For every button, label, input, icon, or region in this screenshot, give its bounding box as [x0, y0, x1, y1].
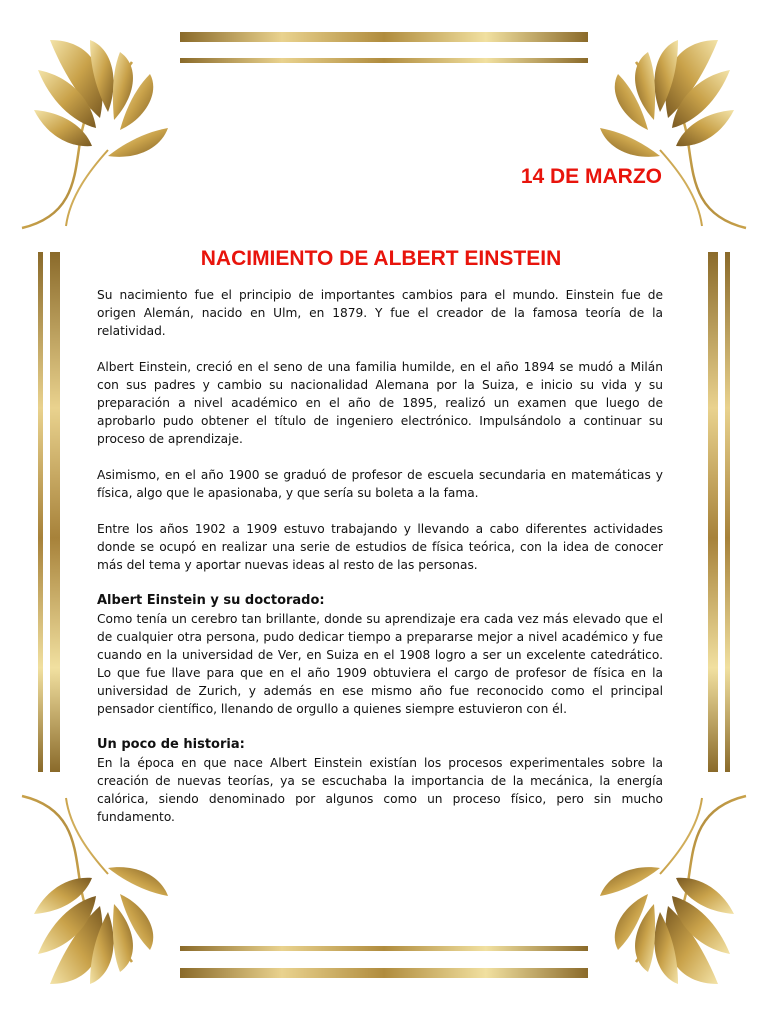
- paragraph: Su nacimiento fue el principio de importantes cambios para el mundo. Einstein fue de origen Alemán, nacido en Ulm, en 1879. Y fue el creador de la famosa teoría de la relatividad.: [97, 288, 663, 338]
- page-title: NACIMIENTO DE ALBERT EINSTEIN: [200, 247, 562, 270]
- paragraph: Entre los años 1902 a 1909 estuvo trabajando y llevando a cabo diferentes actividades donde se ocupó en realizar una serie de estudios de física teórica, con la idea de conocer más del tema y aportar nuevas ideas al resto de las personas.: [97, 522, 663, 572]
- section-text: Como tenía un cerebro tan brillante, donde su aprendizaje era cada vez más elevado que el de cualquier otra persona, pudo dedicar tiempo a prepararse mejor a nivel académico y fue cuando en la universidad de Ver, en Suiza en el 1908 logro a ser un excelente catedrático. Lo que fue llave para que en el año 1909 obtuviera el cargo de profesor de física en la universidad de Zurich, y además en ese mismo año fue reconocido como el principal pensador científico, llenando de orgullo a quienes siempre estuvieron con él.: [97, 612, 663, 716]
- section-historia: [97, 736, 663, 826]
- document-body: [97, 286, 663, 844]
- section-doctorado: [97, 592, 663, 718]
- section-text: En la época en que nace Albert Einstein existían los procesos experimentales sobre la creación de nuevas teorías, ya se escuchaba la importancia de la mecánica, la energía calórica, siendo denominado por algunos como un proceso físico, pero sin mucho fundamento.: [97, 756, 663, 824]
- section-heading: Un poco de historia:: [97, 737, 245, 752]
- paragraph: Albert Einstein, creció en el seno de una familia humilde, en el año 1894 se mudó a Milán con sus padres y cambio su nacionalidad Alemana por la Suiza, e inicio su vida y su preparación a nivel académico en el año de 1895, realizó un examen que luego de aprobarlo pudo obtener el título de ingeniero electrónico. Impulsándolo a continuar su proceso de aprendizaje.: [97, 360, 663, 446]
- section-heading: Albert Einstein y su doctorado:: [97, 593, 325, 608]
- date-heading: 14 DE MARZO: [520, 165, 662, 188]
- paragraph: Asimismo, en el año 1900 se graduó de profesor de escuela secundaria en matemáticas y física, algo que le apasionaba, y que sería su boleta a la fama.: [97, 468, 663, 500]
